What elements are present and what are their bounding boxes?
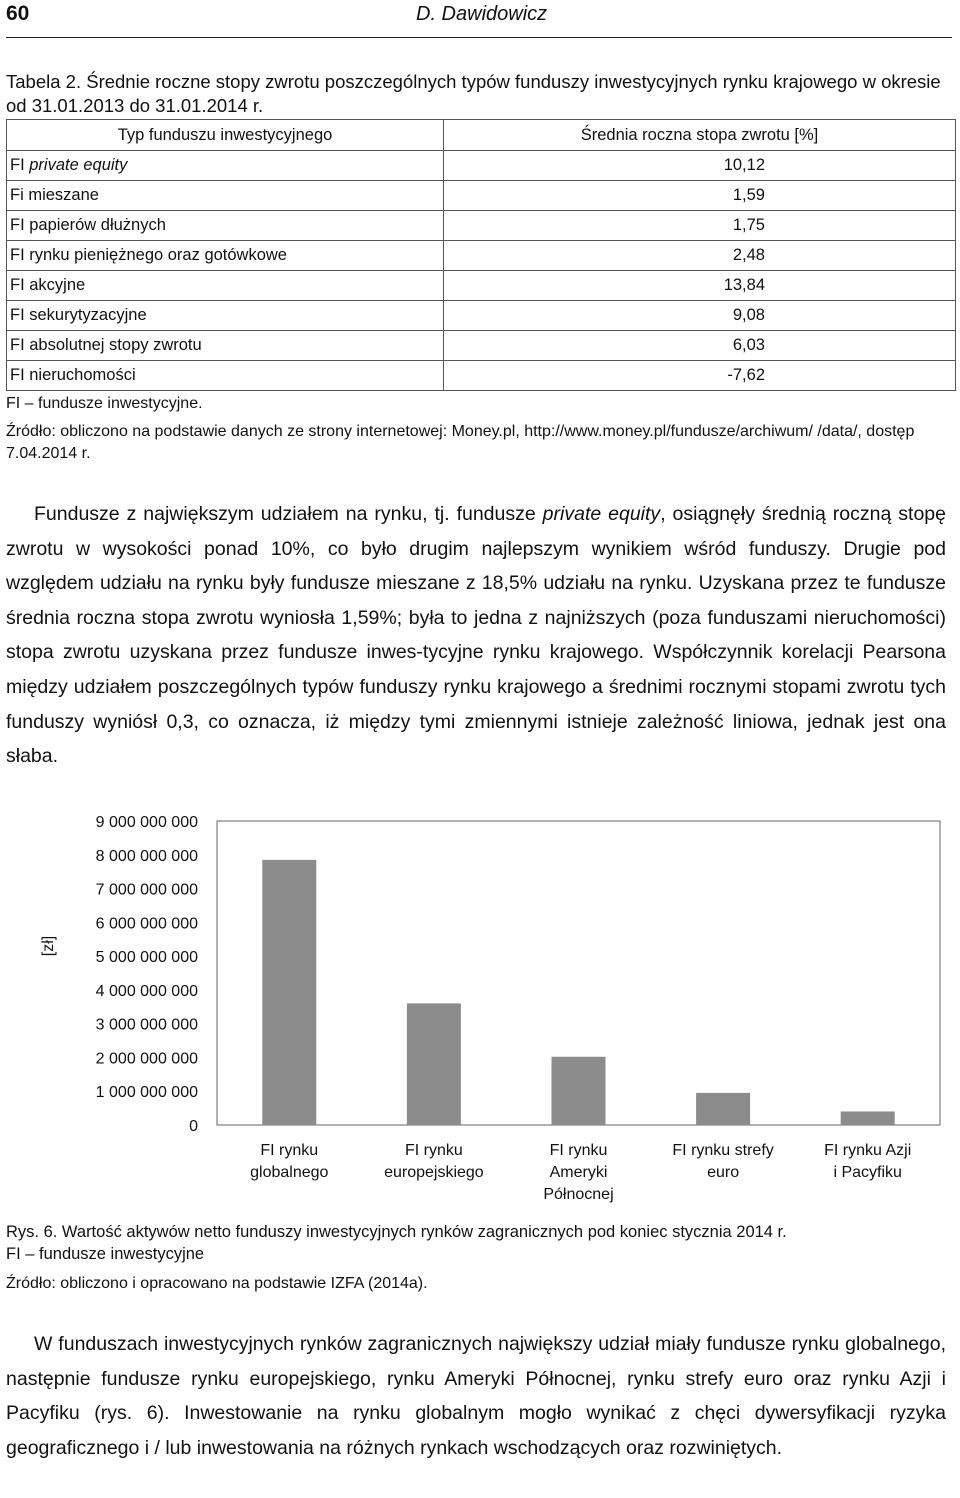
- bar: [552, 1057, 606, 1125]
- header-rule: [6, 37, 952, 38]
- body-paragraph-2: [6, 1327, 946, 1465]
- return-cell: 6,03: [444, 331, 956, 361]
- table-caption: Tabela 2. Średnie roczne stopy zwrotu poszczególnych typów funduszy inwestycyjnych rynku krajowego w okresie od 31.01.2013 do 31.01.2014 r.: [6, 71, 941, 116]
- fund-type-cell: FI absolutnej stopy zwrotu: [7, 331, 444, 361]
- paragraph-italic-term: private equity: [542, 503, 661, 525]
- table-row: [7, 301, 956, 331]
- x-category-label: FI rynku: [260, 1142, 319, 1159]
- x-category-label: europejskiego: [384, 1164, 484, 1181]
- y-tick-label: 2 000 000 000: [95, 1050, 198, 1068]
- page-header: [6, 0, 950, 40]
- figure-source-note: Źródło: obliczono i opracowano na podstawie IZFA (2014a).: [6, 1275, 428, 1292]
- bar: [262, 860, 316, 1125]
- return-cell: 9,08: [444, 301, 956, 331]
- x-category-label: Północnej: [543, 1186, 614, 1203]
- bar: [696, 1093, 750, 1125]
- fund-type-cell: [7, 151, 444, 181]
- fund-type-cell: FI papierów dłużnych: [7, 211, 444, 241]
- table-source-note: Źródło: obliczono na podstawie danych ze strony internetowej: Money.pl, http://www.money.pl/fundusze/archiwum/ /data/, dostęp 7.04.2014 r.: [6, 423, 915, 462]
- y-axis-label: [zł]: [40, 935, 57, 957]
- fund-type-cell: Fi mieszane: [7, 181, 444, 211]
- fund-type-cell: FI akcyjne: [7, 271, 444, 301]
- fund-type-cell: FI rynku pieniężnego oraz gotówkowe: [7, 241, 444, 271]
- return-cell: 13,84: [444, 271, 956, 301]
- y-tick-label: 6 000 000 000: [95, 915, 198, 933]
- table-row: [7, 211, 956, 241]
- figure-abbreviation-note: FI – fundusze inwestycyjne: [6, 1245, 205, 1263]
- header-fund-type: Typ funduszu inwestycyjnego: [7, 120, 444, 151]
- fund-type-italic: private equity: [29, 156, 128, 174]
- paragraph-text: W funduszach inwestycyjnych rynków zagranicznych największy udział miały fundusze rynku globalnego, następnie fundusze rynku europejskiego, rynku Ameryki Północnej, rynku strefy euro oraz rynku Azji i Pacyfiku (rys. 6). Inwestowanie na rynku globalnym mogło wynikać z chęci dywersyfikacji ryzyka geograficznego i / lub inwestowania na różnych rynkach wschodzących oraz rozwiniętych.: [6, 1333, 946, 1459]
- fund-type-cell: FI nieruchomości: [7, 361, 444, 391]
- return-cell: 10,12: [444, 151, 956, 181]
- figure-caption: Rys. 6. Wartość aktywów netto funduszy inwestycyjnych rynków zagranicznych pod koniec stycznia 2014 r.: [6, 1223, 787, 1241]
- x-category-label: FI rynku strefy: [672, 1142, 774, 1159]
- x-category-label: euro: [707, 1164, 740, 1181]
- y-tick-label: 4 000 000 000: [95, 982, 198, 1000]
- paragraph-text: Fundusze z największym udziałem na rynku, tj. fundusze: [34, 503, 543, 525]
- bar: [407, 1003, 461, 1125]
- return-cell: 1,75: [444, 211, 956, 241]
- chart-canvas: [0, 800, 960, 1210]
- table-row: [7, 271, 956, 301]
- x-category-label: FI rynku: [405, 1142, 463, 1159]
- header-average-return: Średnia roczna stopa zwrotu [%]: [444, 120, 956, 151]
- x-category-label: FI rynku Azji: [824, 1142, 912, 1159]
- fund-type-prefix: FI: [10, 156, 30, 174]
- bar: [841, 1111, 895, 1125]
- return-cell: 2,48: [444, 241, 956, 271]
- fund-type-cell: FI sekurytyzacyjne: [7, 301, 444, 331]
- page-number: 60: [6, 2, 30, 25]
- y-tick-label: 3 000 000 000: [95, 1016, 198, 1034]
- y-tick-label: 1 000 000 000: [95, 1084, 198, 1102]
- table-row: [7, 241, 956, 271]
- table-header-row: [7, 120, 956, 151]
- x-category-label: i Pacyfiku: [833, 1164, 902, 1181]
- y-tick-label: 8 000 000 000: [95, 847, 198, 865]
- table-row: [7, 361, 956, 391]
- return-cell: -7,62: [444, 361, 956, 391]
- running-head-author: D. Dawidowicz: [416, 3, 548, 25]
- y-tick-label: 7 000 000 000: [95, 881, 198, 899]
- returns-table: [6, 119, 956, 391]
- table-row: [7, 331, 956, 361]
- x-category-label: Ameryki: [549, 1164, 608, 1181]
- table-abbreviation-note: FI – fundusze inwestycyjne.: [6, 395, 203, 412]
- y-tick-label: 5 000 000 000: [95, 949, 198, 967]
- y-tick-label: 9 000 000 000: [95, 814, 198, 831]
- y-tick-label: 0: [189, 1118, 198, 1135]
- x-category-label: FI rynku: [549, 1142, 608, 1159]
- return-cell: 1,59: [444, 181, 956, 211]
- table-row: [7, 181, 956, 211]
- table-row: [7, 151, 956, 181]
- paragraph-text: , osiągnęły średnią roczną stopę zwrotu w wysokości ponad 10%, co było drugim najlepszym wynikiem wśród funduszy. Drugie pod względem udziału na rynku były fundusze mieszane z 18,5% udziału na rynku. Uzyskana przez te fundusze średnia roczna stopa zwrotu wyniosła 1,59%; była to jedna z najniższych (poza funduszami nieruchomości) stopa zwrotu uzyskana przez fundusze inwes-tycyjne rynku krajowego. Współczynnik korelacji Pearsona między udziałem poszczególnych typów funduszy rynku krajowego a średnimi rocznymi stopami zwrotu tych funduszy wyniósł 0,3, co oznacza, iż między tymi zmiennymi istnieje zależność liniowa, jednak jest ona słaba.: [6, 503, 946, 768]
- net-assets-bar-chart: [0, 800, 960, 1210]
- x-category-label: globalnego: [250, 1164, 329, 1181]
- body-paragraph-1: [6, 497, 946, 774]
